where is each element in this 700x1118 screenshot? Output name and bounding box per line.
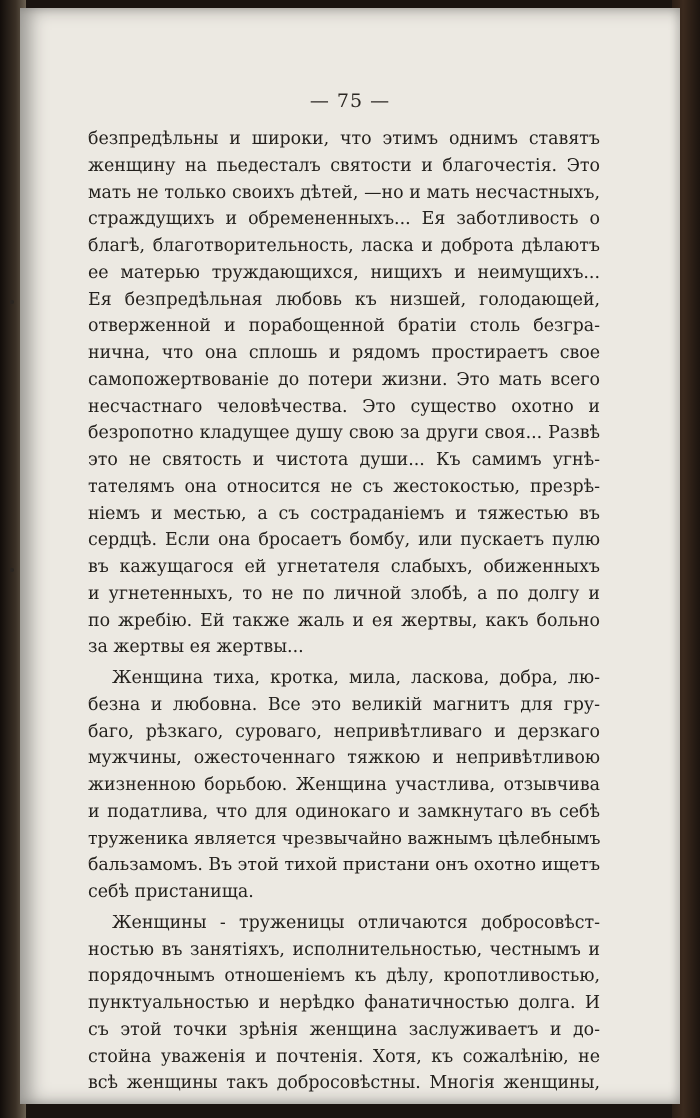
text-line: Женщины - труженицы отличаются добросовѣст- <box>112 912 600 933</box>
text-line: нична, что она сплошь и рядомъ простираетъ свое <box>88 343 600 363</box>
text-line: порядочнымъ отношеніемъ къ дѣлу, кропотливостью, <box>88 966 600 987</box>
text-line: мать не только своихъ дѣтей, —но и мать несчастныхъ, <box>88 182 600 203</box>
text-line: отверженной и порабощенной братіи столь безгра- <box>88 316 600 337</box>
text-line: бальзамомъ. Въ этой тихой пристани онъ охотно ищетъ <box>88 855 601 876</box>
text-line: женщину на пьедесталъ святости и благочестія. Это <box>88 155 600 176</box>
text-line: ее матерью труждающихся, нищихъ и неимущихъ... <box>88 262 600 283</box>
text-line: и угнетенныхъ, то не по личной злобѣ, а по долгу и <box>88 583 600 604</box>
page-number: — 75 — <box>309 90 391 112</box>
text-line: тателямъ она относится не съ жестокостью, презрѣ- <box>88 476 600 497</box>
paragraph-2 <box>88 665 600 906</box>
text-line: несчастнаго человѣчества. Это существо охотно и <box>88 396 600 417</box>
body-text <box>88 126 600 1097</box>
text-line: баго, рѣзкаго, суроваго, непривѣтливаго и дерзкаго <box>88 721 600 742</box>
text-line: безпредѣльны и широки, что этимъ однимъ ставятъ <box>88 129 600 149</box>
margin-mark <box>10 300 14 304</box>
paragraph-3 <box>88 910 600 1097</box>
text-line: самопожертвованіе до потери жизни. Это мать всего <box>88 369 600 390</box>
text-line: мужчины, ожесточеннаго тяжкою и непривѣтливою <box>88 748 600 769</box>
text-line: страждущихъ и обремененныхъ... Ея заботливость о <box>88 209 600 230</box>
book-page <box>20 8 680 1104</box>
text-line: пунктуальностью и нерѣдко фанатичностью долга. И <box>88 993 600 1013</box>
text-line: труженика является чрезвычайно важнымъ цѣлебнымъ <box>88 828 601 849</box>
text-line: стойна уваженія и почтенія. Хотя, къ сожалѣнію, не <box>88 1046 600 1067</box>
text-line: съ этой точки зрѣнія женщина заслуживаетъ и до- <box>88 1019 600 1040</box>
text-line: безропотно кладущее душу свою за други своя... Развѣ <box>88 423 600 444</box>
text-line: сердцѣ. Если она бросаетъ бомбу, или пускаетъ пулю <box>88 530 600 551</box>
text-line: жизненною борьбою. Женщина участлива, отзывчива <box>88 775 600 795</box>
text-line: всѣ женщины такъ добросовѣстны. Многія женщины, <box>88 1073 600 1094</box>
margin-mark <box>10 568 14 572</box>
text-line: за жертвы ея жертвы... <box>88 637 304 658</box>
text-line: это не святость и чистота души... Къ самимъ угнѣ- <box>88 450 600 470</box>
paragraph-1 <box>88 126 600 661</box>
text-line: Женщина тиха, кротка, мила, ласкова, добра, лю- <box>112 668 600 688</box>
text-line: безна и любовна. Все это великій магнитъ для гру- <box>88 694 600 715</box>
text-line: по жребію. Ей также жаль и ея жертвы, какъ больно <box>88 610 600 631</box>
text-line: Ея безпредѣльная любовь къ низшей, голодающей, <box>88 289 600 310</box>
text-line: ніемъ и местью, а съ состраданіемъ и тяжестью въ <box>88 503 600 524</box>
text-line: въ кажущагося ей угнетателя слабыхъ, обиженныхъ <box>88 557 600 577</box>
text-line: и податлива, что для одинокаго и замкнутаго въ себѣ <box>88 801 600 822</box>
text-line: благѣ, благотворительность, ласка и доброта дѣлаютъ <box>88 236 600 256</box>
text-line: себѣ пристанища. <box>88 882 254 902</box>
text-line: ностью въ занятіяхъ, исполнительностью, честнымъ и <box>88 939 600 960</box>
